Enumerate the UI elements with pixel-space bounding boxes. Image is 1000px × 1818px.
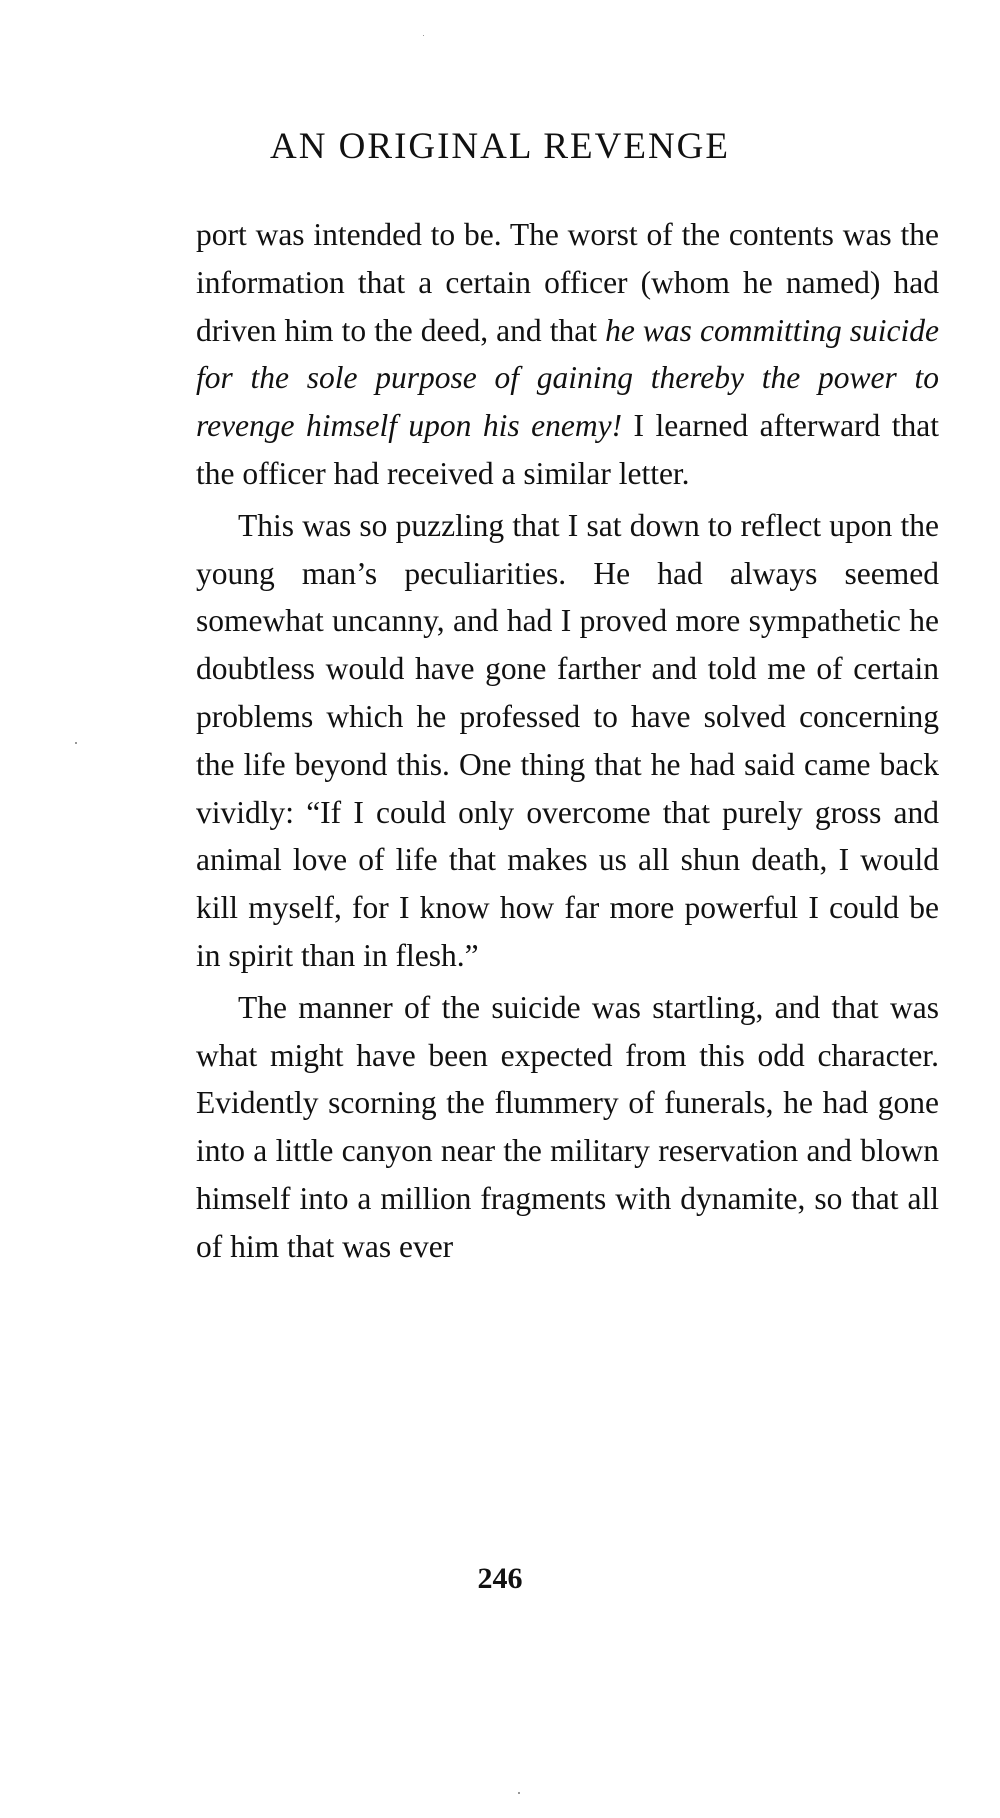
paragraph-1-text-b: I learned afterward that the officer had received a similar letter.	[196, 408, 939, 491]
body-text	[196, 211, 939, 1275]
paragraph-1	[196, 211, 939, 498]
paragraph-1-italic-text: he was committing suicide for the sole purpose of gaining thereby the power to revenge himself upon his enemy!	[196, 312, 940, 444]
running-head: AN ORIGINAL REVENGE	[269, 126, 730, 167]
scan-speck	[423, 35, 424, 36]
paragraph-3: The manner of the suicide was startling, and that was what might have been expected from this odd character. Evidently scorning the flummery of funerals, he had gone into a little canyon near the military reservation and blown himself into a million fragments with dynamite, so that all of him that was ever	[196, 989, 939, 1264]
page-number: 246	[477, 1562, 523, 1595]
paragraph-1-text-a: port was intended to be. The worst of the contents was the information that a certain officer (whom he named) had driven him to the deed, and that	[196, 217, 939, 348]
paragraph-2: This was so puzzling that I sat down to reflect upon the young man’s peculiarities. He had always seemed somewhat uncanny, and had I proved more sympathetic he doubtless would have gone farther and told me of certain problems which he professed to have solved concerning the life beyond this. One thing that he had said came back vividly: “If I could only overcome that purely gross and animal love of life that makes us all shun death, I would kill myself, for I know how far more powerful I could be in spirit than in flesh.”	[196, 507, 939, 973]
scan-speck	[75, 742, 77, 744]
scan-speck	[518, 1792, 520, 1794]
